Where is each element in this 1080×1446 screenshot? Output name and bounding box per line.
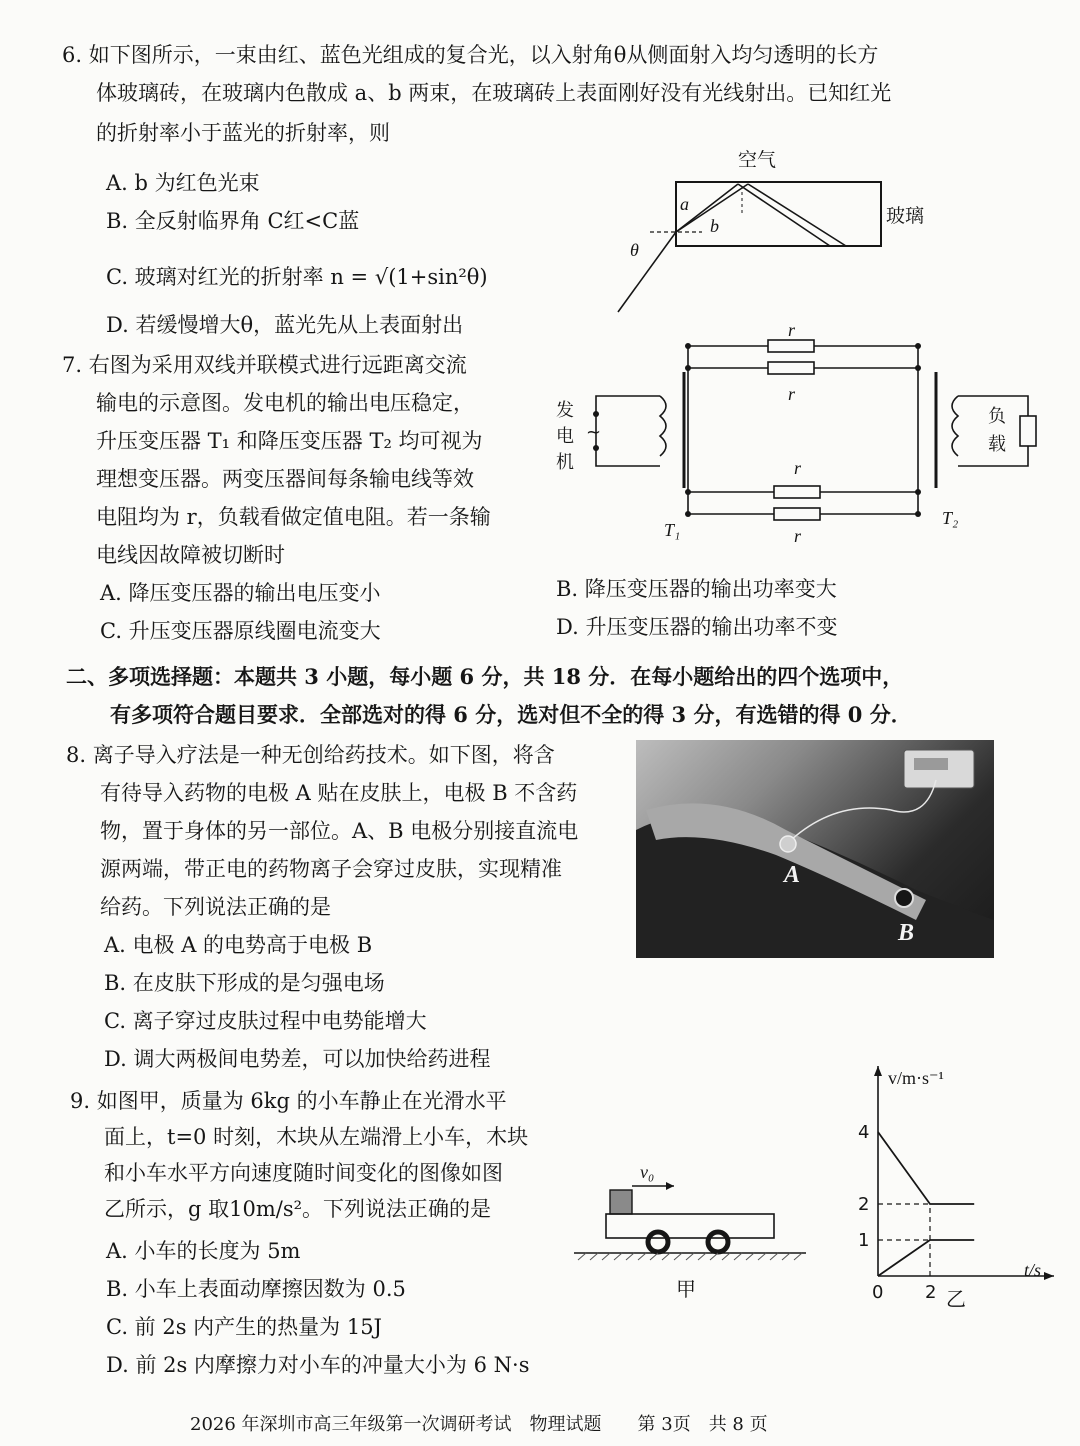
x-axis-label: t/s (1024, 1260, 1042, 1280)
wheel-left (648, 1232, 668, 1252)
q7-stem-line-6: 电线因故障被切断时 (96, 543, 285, 567)
v0-label: v₀ (640, 1162, 655, 1182)
q8-option-b: B. 在皮肤下形成的是匀强电场 (104, 971, 385, 995)
q6-option-c: C. 玻璃对红光的折射率 n = √(1+sin²θ) (106, 265, 488, 289)
t2-label: T₂ (942, 508, 959, 528)
label-b: b (710, 216, 719, 236)
t1-primary-coil (660, 396, 666, 456)
series-line-cart (878, 1240, 974, 1276)
load-label-2: 载 (988, 434, 1006, 455)
page-footer: 2026 年深圳市高三年级第一次调研考试 物理试题 第 3页 共 8 页 (190, 1414, 768, 1435)
x-tick-2: 2 (925, 1282, 937, 1303)
q9-stem-line-3: 和小车水平方向速度随时间变化的图像如图 (104, 1161, 503, 1185)
q8-stem-line-3: 物，置于身体的另一部位。A、B 电极分别接直流电 (100, 819, 579, 843)
reflected-b (748, 184, 846, 246)
glass-label: 玻璃 (886, 205, 925, 227)
q7-stem-line-2: 输电的示意图。发电机的输出电压稳定， (96, 391, 474, 415)
resistor-2 (768, 362, 814, 374)
wheel-right (708, 1232, 728, 1252)
y-axis-arrow (874, 1066, 882, 1076)
q6-glass-figure (600, 140, 940, 320)
q7-option-d: D. 升压变压器的输出功率不变 (556, 615, 838, 639)
electrode-a-label: A (784, 862, 801, 888)
wooden-block (610, 1190, 632, 1214)
generator-label-3: 机 (556, 452, 574, 473)
r-label-2: r (788, 384, 796, 404)
t1-label: T₁ (664, 520, 681, 540)
q8-option-c: C. 离子穿过皮肤过程中电势能增大 (104, 1009, 427, 1033)
q8-stem-line-2: 有待导入药物的电极 A 贴在皮肤上，电极 B 不含药 (100, 781, 578, 805)
incident-ray (618, 232, 676, 312)
cart-body (606, 1214, 774, 1238)
q6-option-d: D. 若缓慢增大θ，蓝光先从上表面射出 (106, 313, 464, 337)
x-axis-arrow (1044, 1272, 1054, 1280)
section2-heading-line-2: 有多项符合题目要求．全部选对的得 6 分，选对但不全的得 3 分，有选错的得 0 分． (110, 702, 912, 727)
q9-stem-line-2: 面上，t=0 时刻，木块从左端滑上小车，木块 (104, 1125, 529, 1149)
q7-option-a: A. 降压变压器的输出电压变小 (100, 581, 381, 605)
section2-heading-line-1: 二、多项选择题：本题共 3 小题，每小题 6 分，共 18 分．在每小题给出的四个选项中， (66, 664, 904, 689)
q7-circuit-figure (548, 316, 1048, 546)
q6-stem-line-2: 体玻璃砖，在玻璃内色散成 a、b 两束，在玻璃砖上表面刚好没有光线射出。已知红光 (96, 81, 892, 105)
label-theta: θ (630, 240, 639, 260)
y-tick-1: 1 (858, 1230, 870, 1251)
t2-secondary-coil (952, 396, 958, 456)
y-tick-4: 4 (858, 1122, 870, 1143)
q8-option-a: A. 电极 A 的电势高于电极 B (104, 933, 373, 957)
generator-symbol: ~ (586, 422, 602, 443)
q6-stem-line-3: 的折射率小于蓝光的折射率，则 (96, 121, 390, 145)
q6-option-a: A. b 为红色光束 (106, 171, 260, 195)
q7-stem-line-3: 升压变压器 T₁ 和降压变压器 T₂ 均可视为 (96, 429, 483, 453)
load-resistor (1020, 416, 1036, 446)
electrode-a (780, 836, 796, 852)
resistor-1 (768, 340, 814, 352)
q8-stem-line-4: 源两端，带正电的药物离子会穿过皮肤，实现精准 (100, 857, 562, 881)
r-label-1: r (788, 320, 796, 340)
resistor-4 (774, 508, 820, 520)
q8-option-d: D. 调大两极间电势差，可以加快给药进程 (104, 1047, 491, 1071)
q9-vt-chart (852, 1060, 1062, 1310)
ground-hatching (578, 1253, 802, 1260)
q9-option-a: A. 小车的长度为 5m (106, 1239, 301, 1263)
q7-option-b: B. 降压变压器的输出功率变大 (556, 577, 837, 601)
electrode-b (895, 889, 913, 907)
q9-stem-line-4: 乙所示，g 取10m/s²。下列说法正确的是 (104, 1197, 492, 1221)
y-axis-label: v/m·s⁻¹ (888, 1068, 944, 1088)
chart-caption: 乙 (946, 1287, 966, 1310)
q8-iontophoresis-photo (636, 740, 994, 958)
q7-stem-line-1: 7. 右图为采用双线并联模式进行远距离交流 (62, 353, 467, 377)
y-tick-2: 2 (858, 1194, 870, 1215)
r-label-4: r (794, 526, 802, 546)
q7-stem-line-4: 理想变压器。两变压器间每条输电线等效 (96, 467, 474, 491)
q6-stem-line-1: 6. 如下图所示，一束由红、蓝色光组成的复合光，以入射角θ从侧面射入均匀透明的长方 (62, 43, 879, 67)
generator-label-2: 电 (556, 426, 574, 447)
q9-option-c: C. 前 2s 内产生的热量为 15J (106, 1315, 382, 1339)
q8-stem-line-1: 8. 离子导入疗法是一种无创给药技术。如下图，将含 (66, 743, 555, 767)
r-label-3: r (794, 458, 802, 478)
q7-option-c: C. 升压变压器原线圈电流变大 (100, 619, 381, 643)
resistor-3 (774, 486, 820, 498)
load-label-1: 负 (988, 406, 1006, 427)
generator-wire (596, 396, 660, 466)
generator-label-1: 发 (556, 400, 574, 421)
electrode-b-label: B (898, 920, 915, 946)
label-a: a (680, 194, 689, 214)
air-label: 空气 (738, 149, 777, 171)
q9-option-b: B. 小车上表面动摩擦因数为 0.5 (106, 1277, 406, 1301)
q8-stem-line-5: 给药。下列说法正确的是 (100, 895, 331, 919)
q6-option-b: B. 全反射临界角 C红<C蓝 (106, 209, 360, 233)
q9-cart-figure (570, 1156, 810, 1306)
q7-stem-line-5: 电阻均为 r，负载看做定值电阻。若一条输 (96, 505, 491, 529)
series-line-block (878, 1132, 974, 1204)
glass-block (676, 182, 881, 246)
q9-stem-line-1: 9. 如图甲，质量为 6kg 的小车静止在光滑水平 (70, 1089, 507, 1113)
origin-label: 0 (872, 1282, 884, 1303)
cart-caption: 甲 (676, 1277, 696, 1301)
electrode-wire (791, 780, 936, 840)
reflected-a (738, 184, 830, 246)
q9-option-d: D. 前 2s 内摩擦力对小车的冲量大小为 6 N·s (106, 1353, 530, 1377)
